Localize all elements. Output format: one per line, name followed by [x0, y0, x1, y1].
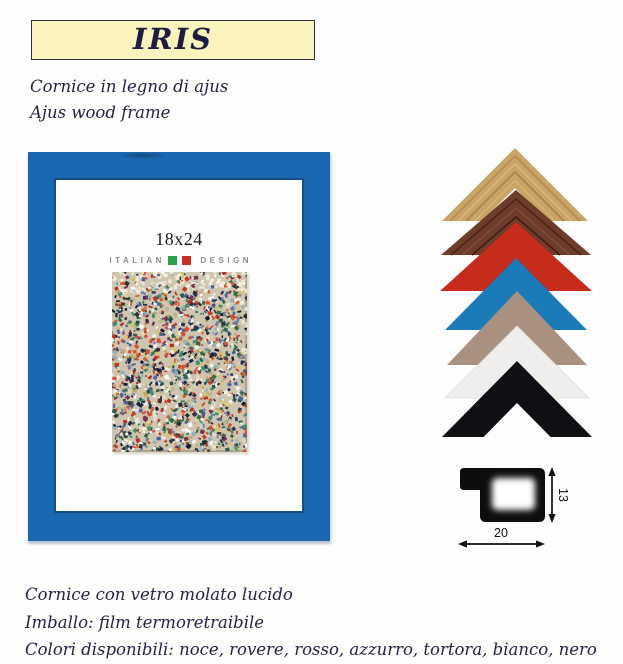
height-dimension-arrow [548, 467, 555, 523]
green-square-icon [168, 256, 177, 265]
color-samples-stack [435, 145, 600, 445]
spec-packaging: Imballo: film termoretraibile [25, 612, 265, 632]
artwork-confetti [112, 272, 247, 452]
sample-nero [442, 361, 592, 437]
description-italian: Cornice in legno di ajus [30, 77, 229, 96]
width-dimension-arrow [458, 540, 545, 547]
brand-word-italian: ITALIAN [109, 256, 165, 265]
frame-preview-photo [28, 152, 330, 541]
red-square-icon [182, 256, 191, 265]
frame-mat [54, 178, 304, 513]
frame-hanger-shadow [116, 152, 168, 159]
product-description [30, 74, 228, 126]
spec-glass: Cornice con vetro molato lucido [25, 585, 293, 604]
profile-diagram [452, 460, 587, 556]
brand-logo [56, 255, 302, 266]
height-dimension-label: 13 [556, 488, 570, 502]
abstract-artwork [112, 272, 247, 452]
brand-word-design: DESIGN [200, 256, 253, 265]
profile-highlight [492, 478, 535, 510]
width-dimension-label: 20 [494, 526, 508, 540]
frame-size-label: 18x24 [155, 229, 203, 249]
product-title-box [31, 20, 315, 60]
description-english: Ajus wood frame [30, 103, 171, 122]
product-title: IRIS [132, 22, 214, 56]
product-specs [25, 581, 597, 664]
spec-colors: Colori disponibili: noce, rovere, rosso, azzurro, tortora, bianco, nero [25, 640, 597, 659]
